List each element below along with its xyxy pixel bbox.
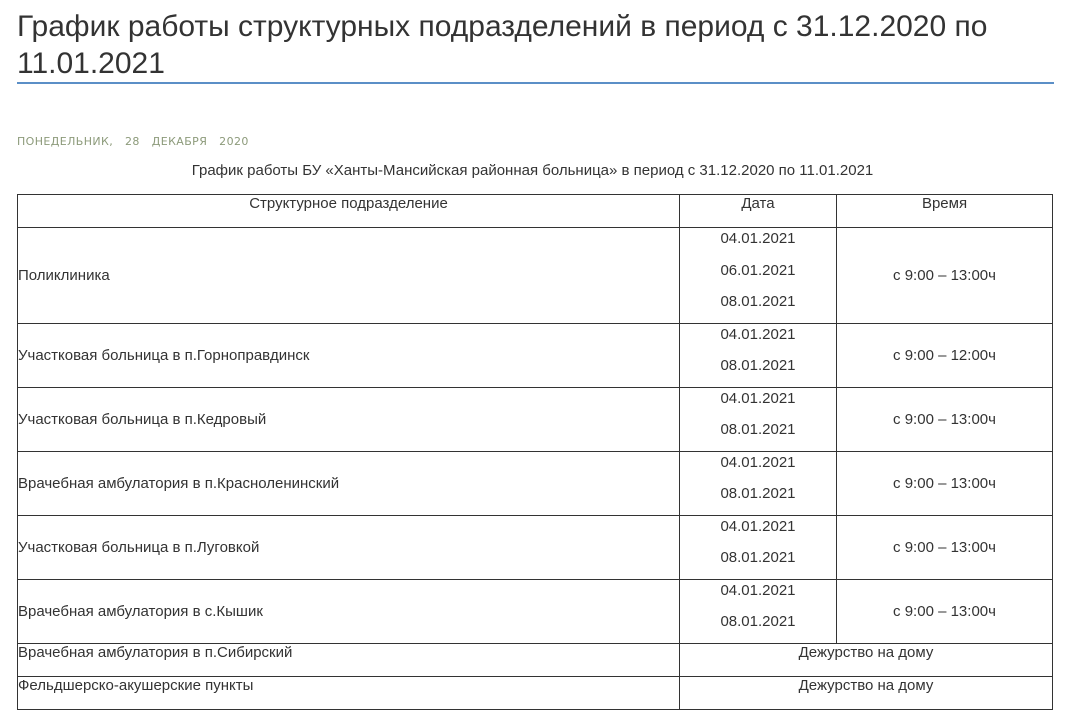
time-cell: с 9:00 – 13:00ч: [837, 387, 1053, 451]
table-row: [18, 676, 1053, 709]
header-date: Дата: [680, 195, 837, 228]
duty-note-cell: Дежурство на дому: [680, 676, 1053, 709]
date-value: 04.01.2021: [720, 517, 796, 535]
table-row: [18, 579, 1053, 643]
date-value: 08.01.2021: [720, 613, 796, 630]
header-unit: Структурное подразделение: [18, 195, 680, 228]
title-divider: [17, 82, 1054, 84]
unit-cell: Участковая больница в п.Кедровый: [18, 387, 680, 451]
date-value: 04.01.2021: [720, 230, 796, 247]
table-row: [18, 451, 1053, 515]
dates-cell: [680, 451, 837, 515]
post-date-year: 2020: [219, 135, 249, 148]
time-cell: с 9:00 – 13:00ч: [837, 228, 1053, 324]
date-value: 04.01.2021: [720, 581, 796, 599]
date-value: 04.01.2021: [720, 389, 796, 407]
time-cell: с 9:00 – 13:00ч: [837, 515, 1053, 579]
unit-cell: Участковая больница в п.Луговкой: [18, 515, 680, 579]
header-time: Время: [837, 195, 1053, 228]
table-row: [18, 515, 1053, 579]
unit-cell: Участковая больница в п.Горноправдинск: [18, 323, 680, 387]
table-row: [18, 323, 1053, 387]
date-value: 04.01.2021: [720, 325, 796, 343]
page-title: График работы структурных подразделений в период с 31.12.2020 по 11.01.2021: [17, 10, 988, 80]
dates-cell: [680, 387, 837, 451]
table-row: [18, 643, 1053, 676]
dates-cell: [680, 228, 837, 324]
dates-cell: [680, 579, 837, 643]
post-date-day: 28: [125, 135, 140, 148]
unit-cell: Врачебная амбулатория в п.Красноленинский: [18, 451, 680, 515]
time-cell: с 9:00 – 13:00ч: [837, 579, 1053, 643]
date-value: 08.01.2021: [720, 549, 796, 566]
date-value: 06.01.2021: [720, 261, 796, 279]
date-value: 08.01.2021: [720, 485, 796, 502]
post-date-weekday: ПОНЕДЕЛЬНИК,: [17, 135, 114, 148]
unit-cell: Фельдшерско-акушерские пункты: [18, 676, 680, 709]
dates-cell: [680, 515, 837, 579]
post-date: [17, 135, 257, 148]
date-value: 08.01.2021: [720, 357, 796, 374]
date-value: 08.01.2021: [720, 421, 796, 438]
unit-cell: Поликлиника: [18, 228, 680, 324]
time-cell: с 9:00 – 12:00ч: [837, 323, 1053, 387]
time-cell: с 9:00 – 13:00ч: [837, 451, 1053, 515]
table-row: [18, 387, 1053, 451]
table-row: [18, 228, 1053, 324]
document-heading: График работы БУ «Ханты-Мансийская районная больница» в период с 31.12.2020 по 11.01.2021: [191, 162, 874, 179]
date-value: 08.01.2021: [720, 293, 796, 310]
dates-cell: [680, 323, 837, 387]
date-value: 04.01.2021: [720, 453, 796, 471]
unit-cell: Врачебная амбулатория в п.Сибирский: [18, 643, 680, 676]
schedule-table: [17, 194, 1053, 710]
table-header-row: [18, 195, 1053, 228]
post-date-month: ДЕКАБРЯ: [151, 135, 208, 148]
unit-cell: Врачебная амбулатория в с.Кышик: [18, 579, 680, 643]
duty-note-cell: Дежурство на дому: [680, 643, 1053, 676]
